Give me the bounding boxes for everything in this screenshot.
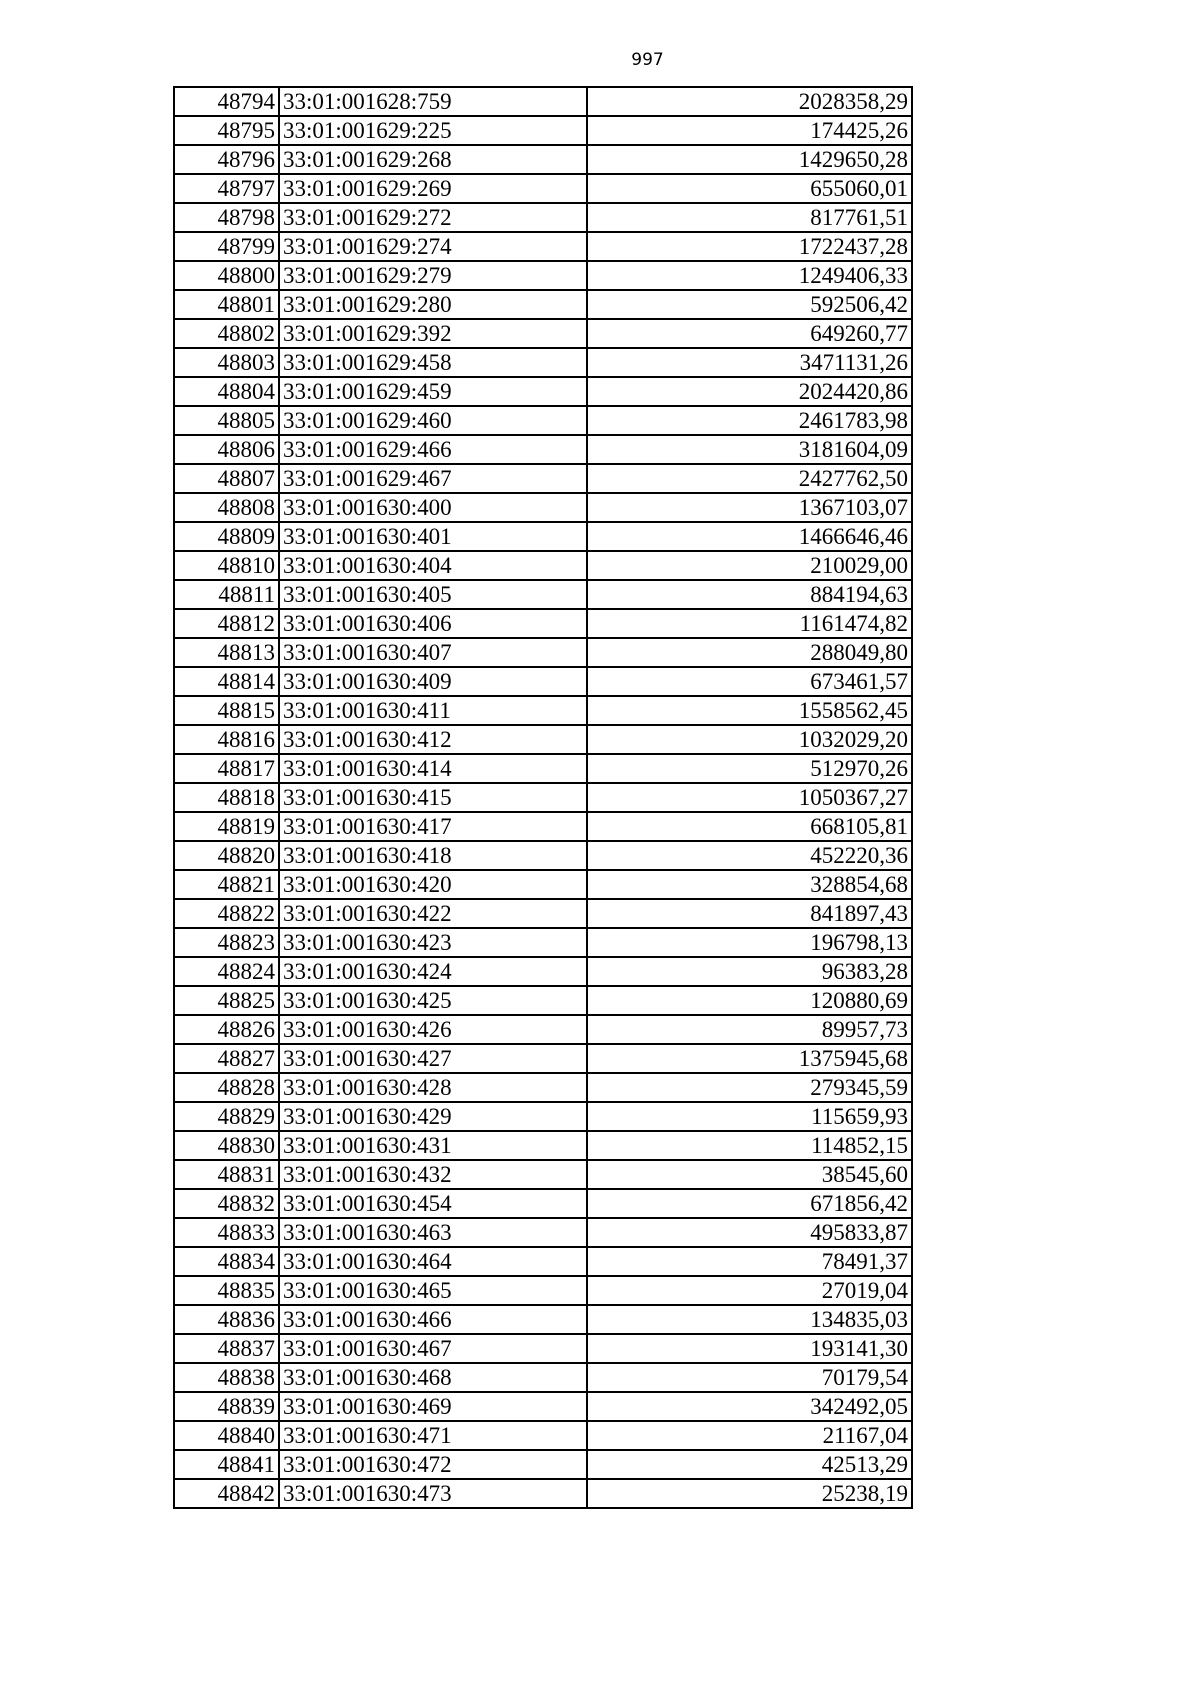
row-number-cell: 48820 (174, 841, 279, 870)
table-row (174, 1305, 912, 1334)
cadastral-value-cell: 3471131,26 (587, 348, 912, 377)
row-number-cell: 48806 (174, 435, 279, 464)
cadastral-number-cell: 33:01:001630:463 (279, 1218, 587, 1247)
table-row (174, 493, 912, 522)
table-row (174, 1073, 912, 1102)
cadastral-number-cell: 33:01:001630:423 (279, 928, 587, 957)
cadastral-value-cell: 1367103,07 (587, 493, 912, 522)
page-number: 997 (631, 50, 664, 70)
row-number-cell: 48838 (174, 1363, 279, 1392)
table-row (174, 551, 912, 580)
cadastral-value-cell: 495833,87 (587, 1218, 912, 1247)
row-number-cell: 48841 (174, 1450, 279, 1479)
table-row (174, 261, 912, 290)
row-number-cell: 48835 (174, 1276, 279, 1305)
row-number-cell: 48808 (174, 493, 279, 522)
cadastral-number-cell: 33:01:001629:392 (279, 319, 587, 348)
table-row (174, 435, 912, 464)
row-number-cell: 48795 (174, 116, 279, 145)
cadastral-number-cell: 33:01:001629:274 (279, 232, 587, 261)
table-row (174, 841, 912, 870)
cadastral-number-cell: 33:01:001630:404 (279, 551, 587, 580)
table-row (174, 348, 912, 377)
table-row (174, 377, 912, 406)
cadastral-number-cell: 33:01:001630:418 (279, 841, 587, 870)
cadastral-number-cell: 33:01:001629:269 (279, 174, 587, 203)
row-number-cell: 48834 (174, 1247, 279, 1276)
cadastral-number-cell: 33:01:001629:467 (279, 464, 587, 493)
table-row (174, 406, 912, 435)
row-number-cell: 48803 (174, 348, 279, 377)
cadastral-number-cell: 33:01:001629:279 (279, 261, 587, 290)
row-number-cell: 48836 (174, 1305, 279, 1334)
cadastral-value-cell: 655060,01 (587, 174, 912, 203)
cadastral-number-cell: 33:01:001630:432 (279, 1160, 587, 1189)
row-number-cell: 48819 (174, 812, 279, 841)
cadastral-number-cell: 33:01:001630:406 (279, 609, 587, 638)
cadastral-number-cell: 33:01:001630:405 (279, 580, 587, 609)
row-number-cell: 48813 (174, 638, 279, 667)
cadastral-value-cell: 114852,15 (587, 1131, 912, 1160)
cadastral-number-cell: 33:01:001629:280 (279, 290, 587, 319)
cadastral-value-cell: 1375945,68 (587, 1044, 912, 1073)
table-row (174, 725, 912, 754)
cadastral-number-cell: 33:01:001630:471 (279, 1421, 587, 1450)
table-row (174, 290, 912, 319)
cadastral-number-cell: 33:01:001630:420 (279, 870, 587, 899)
table-row (174, 1479, 912, 1508)
cadastral-value-cell: 279345,59 (587, 1073, 912, 1102)
cadastral-value-cell: 2024420,86 (587, 377, 912, 406)
table-row (174, 957, 912, 986)
table-row (174, 986, 912, 1015)
cadastral-number-cell: 33:01:001630:412 (279, 725, 587, 754)
table-row (174, 638, 912, 667)
row-number-cell: 48801 (174, 290, 279, 319)
cadastral-number-cell: 33:01:001630:431 (279, 1131, 587, 1160)
table-row (174, 174, 912, 203)
cadastral-number-cell: 33:01:001630:464 (279, 1247, 587, 1276)
row-number-cell: 48840 (174, 1421, 279, 1450)
cadastral-value-cell: 592506,42 (587, 290, 912, 319)
cadastral-number-cell: 33:01:001630:473 (279, 1479, 587, 1508)
table-row (174, 1247, 912, 1276)
cadastral-value-cell: 115659,93 (587, 1102, 912, 1131)
row-number-cell: 48829 (174, 1102, 279, 1131)
cadastral-number-cell: 33:01:001630:465 (279, 1276, 587, 1305)
cadastral-number-cell: 33:01:001630:472 (279, 1450, 587, 1479)
table-row (174, 1015, 912, 1044)
cadastral-value-cell: 2427762,50 (587, 464, 912, 493)
cadastral-value-cell: 174425,26 (587, 116, 912, 145)
cadastral-value-cell: 134835,03 (587, 1305, 912, 1334)
cadastral-number-cell: 33:01:001630:422 (279, 899, 587, 928)
table-row (174, 1276, 912, 1305)
cadastral-value-cell: 1032029,20 (587, 725, 912, 754)
row-number-cell: 48804 (174, 377, 279, 406)
cadastral-value-cell: 512970,26 (587, 754, 912, 783)
table-row (174, 928, 912, 957)
cadastral-value-cell: 841897,43 (587, 899, 912, 928)
row-number-cell: 48828 (174, 1073, 279, 1102)
cadastral-number-cell: 33:01:001630:417 (279, 812, 587, 841)
table-row (174, 232, 912, 261)
cadastral-value-cell: 96383,28 (587, 957, 912, 986)
row-number-cell: 48818 (174, 783, 279, 812)
cadastral-value-cell: 817761,51 (587, 203, 912, 232)
row-number-cell: 48830 (174, 1131, 279, 1160)
table-row (174, 580, 912, 609)
table-row (174, 1363, 912, 1392)
cadastral-number-cell: 33:01:001629:272 (279, 203, 587, 232)
cadastral-number-cell: 33:01:001630:428 (279, 1073, 587, 1102)
cadastral-value-cell: 25238,19 (587, 1479, 912, 1508)
table-row (174, 1392, 912, 1421)
cadastral-value-cell: 342492,05 (587, 1392, 912, 1421)
row-number-cell: 48839 (174, 1392, 279, 1421)
cadastral-value-cell: 210029,00 (587, 551, 912, 580)
cadastral-number-cell: 33:01:001629:225 (279, 116, 587, 145)
table-row (174, 522, 912, 551)
row-number-cell: 48809 (174, 522, 279, 551)
row-number-cell: 48833 (174, 1218, 279, 1247)
row-number-cell: 48827 (174, 1044, 279, 1073)
cadastral-value-cell: 2028358,29 (587, 87, 912, 116)
cadastral-value-cell: 1050367,27 (587, 783, 912, 812)
cadastral-value-cell: 1249406,33 (587, 261, 912, 290)
cadastral-value-cell: 668105,81 (587, 812, 912, 841)
row-number-cell: 48842 (174, 1479, 279, 1508)
cadastral-number-cell: 33:01:001630:414 (279, 754, 587, 783)
cadastral-value-cell: 89957,73 (587, 1015, 912, 1044)
cadastral-number-cell: 33:01:001630:411 (279, 696, 587, 725)
row-number-cell: 48832 (174, 1189, 279, 1218)
row-number-cell: 48837 (174, 1334, 279, 1363)
row-number-cell: 48826 (174, 1015, 279, 1044)
cadastral-value-cell: 3181604,09 (587, 435, 912, 464)
cadastral-value-cell: 328854,68 (587, 870, 912, 899)
cadastral-number-cell: 33:01:001630:415 (279, 783, 587, 812)
table-row (174, 1450, 912, 1479)
row-number-cell: 48802 (174, 319, 279, 348)
table-row (174, 1044, 912, 1073)
cadastral-number-cell: 33:01:001629:268 (279, 145, 587, 174)
table-row (174, 754, 912, 783)
row-number-cell: 48794 (174, 87, 279, 116)
cadastral-number-cell: 33:01:001630:429 (279, 1102, 587, 1131)
cadastral-number-cell: 33:01:001630:425 (279, 986, 587, 1015)
table-row (174, 203, 912, 232)
table-row (174, 667, 912, 696)
table-row (174, 696, 912, 725)
cadastral-value-cell: 452220,36 (587, 841, 912, 870)
cadastral-number-cell: 33:01:001630:409 (279, 667, 587, 696)
cadastral-value-cell: 884194,63 (587, 580, 912, 609)
cadastral-value-cell: 288049,80 (587, 638, 912, 667)
cadastral-number-cell: 33:01:001630:468 (279, 1363, 587, 1392)
table-row (174, 1160, 912, 1189)
cadastral-value-cell: 193141,30 (587, 1334, 912, 1363)
table-row (174, 1131, 912, 1160)
row-number-cell: 48811 (174, 580, 279, 609)
cadastral-number-cell: 33:01:001628:759 (279, 87, 587, 116)
table-row (174, 1102, 912, 1131)
cadastral-number-cell: 33:01:001630:401 (279, 522, 587, 551)
table-row (174, 812, 912, 841)
cadastral-number-cell: 33:01:001630:424 (279, 957, 587, 986)
table-row (174, 870, 912, 899)
cadastral-number-cell: 33:01:001630:400 (279, 493, 587, 522)
cadastral-number-cell: 33:01:001630:467 (279, 1334, 587, 1363)
row-number-cell: 48816 (174, 725, 279, 754)
row-number-cell: 48825 (174, 986, 279, 1015)
cadastral-number-cell: 33:01:001629:458 (279, 348, 587, 377)
cadastral-value-cell: 70179,54 (587, 1363, 912, 1392)
cadastral-value-cell: 673461,57 (587, 667, 912, 696)
row-number-cell: 48815 (174, 696, 279, 725)
row-number-cell: 48822 (174, 899, 279, 928)
table-row (174, 319, 912, 348)
cadastral-value-cell: 21167,04 (587, 1421, 912, 1450)
row-number-cell: 48810 (174, 551, 279, 580)
row-number-cell: 48831 (174, 1160, 279, 1189)
cadastral-value-cell: 27019,04 (587, 1276, 912, 1305)
row-number-cell: 48814 (174, 667, 279, 696)
cadastral-number-cell: 33:01:001630:469 (279, 1392, 587, 1421)
table-row (174, 1218, 912, 1247)
row-number-cell: 48817 (174, 754, 279, 783)
row-number-cell: 48798 (174, 203, 279, 232)
cadastral-value-cell: 649260,77 (587, 319, 912, 348)
row-number-cell: 48796 (174, 145, 279, 174)
table-row (174, 1189, 912, 1218)
cadastral-number-cell: 33:01:001629:460 (279, 406, 587, 435)
cadastral-value-cell: 1722437,28 (587, 232, 912, 261)
row-number-cell: 48797 (174, 174, 279, 203)
cadastral-value-table (173, 86, 913, 1509)
cadastral-number-cell: 33:01:001630:426 (279, 1015, 587, 1044)
cadastral-number-cell: 33:01:001630:454 (279, 1189, 587, 1218)
row-number-cell: 48807 (174, 464, 279, 493)
row-number-cell: 48823 (174, 928, 279, 957)
cadastral-value-cell: 671856,42 (587, 1189, 912, 1218)
row-number-cell: 48821 (174, 870, 279, 899)
row-number-cell: 48800 (174, 261, 279, 290)
cadastral-number-cell: 33:01:001630:407 (279, 638, 587, 667)
cadastral-number-cell: 33:01:001630:427 (279, 1044, 587, 1073)
row-number-cell: 48799 (174, 232, 279, 261)
cadastral-value-cell: 120880,69 (587, 986, 912, 1015)
cadastral-value-cell: 1558562,45 (587, 696, 912, 725)
cadastral-value-cell: 1429650,28 (587, 145, 912, 174)
cadastral-value-cell: 1466646,46 (587, 522, 912, 551)
table-row (174, 464, 912, 493)
cadastral-value-cell: 78491,37 (587, 1247, 912, 1276)
table-row (174, 1421, 912, 1450)
table-row (174, 783, 912, 812)
cadastral-value-cell: 196798,13 (587, 928, 912, 957)
cadastral-number-cell: 33:01:001630:466 (279, 1305, 587, 1334)
cadastral-number-cell: 33:01:001629:459 (279, 377, 587, 406)
table-row (174, 1334, 912, 1363)
cadastral-value-cell: 2461783,98 (587, 406, 912, 435)
table-row (174, 609, 912, 638)
cadastral-value-cell: 42513,29 (587, 1450, 912, 1479)
cadastral-value-cell: 1161474,82 (587, 609, 912, 638)
cadastral-number-cell: 33:01:001629:466 (279, 435, 587, 464)
table-body (174, 87, 912, 1508)
row-number-cell: 48824 (174, 957, 279, 986)
cadastral-value-cell: 38545,60 (587, 1160, 912, 1189)
table-row (174, 116, 912, 145)
table-row (174, 145, 912, 174)
table-row (174, 87, 912, 116)
row-number-cell: 48812 (174, 609, 279, 638)
row-number-cell: 48805 (174, 406, 279, 435)
table-row (174, 899, 912, 928)
